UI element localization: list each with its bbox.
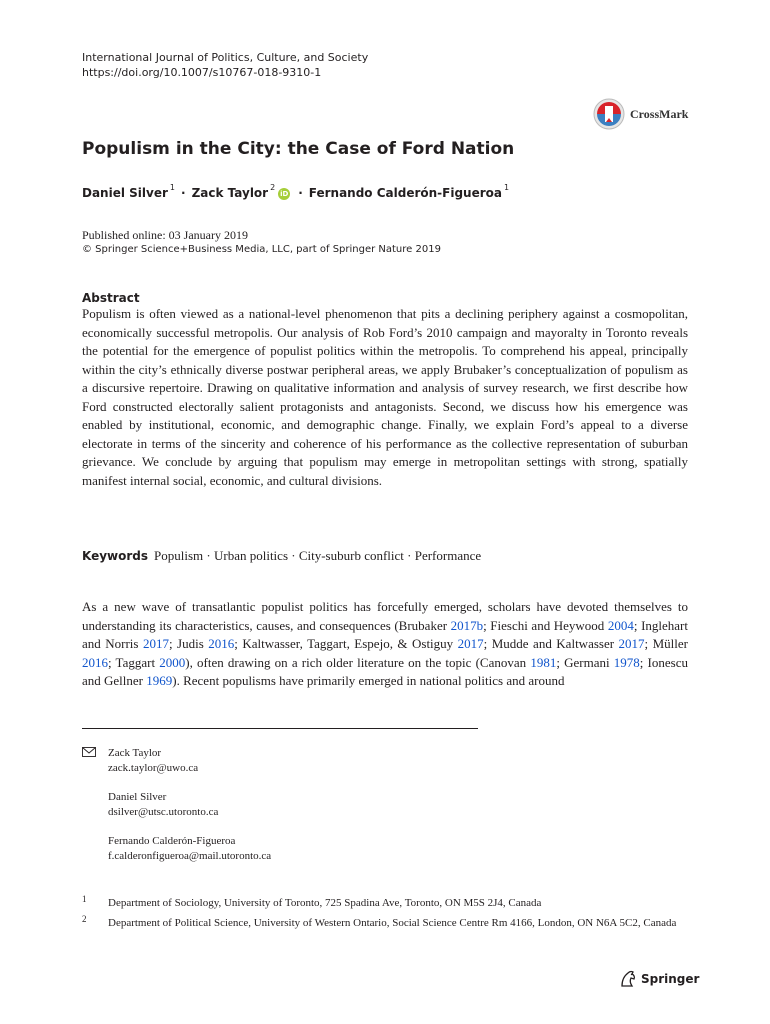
intro-text: ; Taggart	[108, 654, 160, 670]
copyright-line: © Springer Science+Business Media, LLC, part of Springer Nature 2019	[82, 244, 441, 255]
citation-link[interactable]: 2017	[618, 636, 645, 651]
keywords-list: Populism · Urban politics · City-suburb conflict · Performance	[154, 548, 482, 563]
citation-link[interactable]: 2004	[607, 617, 634, 633]
mail-icon	[82, 747, 96, 757]
affiliation-number: 1	[82, 894, 87, 904]
springer-logo	[618, 969, 699, 989]
intro-text: ; Kaltwasser, Taggart, Espejo, & Ostiguy	[234, 636, 458, 651]
intro-text: ), often drawing on a rich older literature on the topic (Canovan	[185, 654, 531, 670]
contact-name: Fernando Calderón-Figueroa	[108, 835, 236, 847]
paper-title: Populism in the City: the Case of Ford Nation	[82, 139, 515, 159]
intro-text: ; Mudde and Kaltwasser	[483, 636, 619, 651]
affiliation-item	[82, 895, 688, 911]
contact-email[interactable]: f.calderonfigueroa@mail.utoronto.ca	[108, 850, 272, 862]
intro-text: ; Fieschi and Heywood	[483, 617, 608, 633]
contact-entry	[108, 746, 271, 776]
abstract-body: Populism is often viewed as a national-level phenomenon that pits a declining periphery against a cosmopolitan, economically successful metropolis. Our analysis of Rob Ford’s 2010 campaign and mayoralty in Toronto reveals the potential for the emergence of populist politics within the metropolis. To comprehend his appeal, principally within the city’s ethnically diverse postwar peripheral areas, we apply Brubaker’s conceptualization of populism as a discursive repertoire. Drawing on qualitative information and analysis of survey research, we first describe how Ford constructed electorally salient protagonists and antagonists. Second, we discuss how his emergence was enabled by institutional, economic, and demographic change. Finally, we explain Ford’s appeal to a diverse electorate in terms of the sincerity and coherence of his performance as the collective representation of suburban grievance. We conclude by arguing that populism may emerge in metropolitan settings with strong, spatially manifest internal social, economic, and cultural divisions.	[82, 306, 688, 488]
published-date: Published online: 03 January 2019	[82, 228, 248, 242]
orcid-icon[interactable]: iD	[280, 190, 289, 198]
contact-entry	[108, 834, 271, 864]
contact-entry	[108, 790, 271, 820]
affiliation-text: Department of Sociology, University of Toronto, 725 Spadina Ave, Toronto, ON M5S 2J4, Canada	[108, 897, 542, 909]
author-list	[82, 183, 510, 200]
crossmark-badge[interactable]	[592, 97, 688, 131]
crossmark-label: CrossMark	[630, 106, 689, 121]
journal-doi[interactable]: https://doi.org/10.1007/s10767-018-9310-1	[82, 66, 322, 79]
affiliation-text: Department of Political Science, University of Western Ontario, Social Science Centre Rm 4166, London, ON N6A 5C2, Canada	[108, 917, 677, 929]
intro-text: ; Inglehart and Norris	[82, 617, 688, 651]
intro-text: ; Germani	[556, 654, 614, 670]
author-name[interactable]: Daniel Silver	[82, 186, 168, 200]
intro-text: ). Recent populisms have primarily emerged in national politics and around	[172, 673, 565, 688]
affiliation-number: 2	[82, 914, 87, 924]
corresponding-contacts	[82, 746, 271, 878]
affiliations	[82, 895, 688, 935]
author-separator: ·	[298, 186, 303, 200]
citation-link[interactable]: 1981	[530, 654, 557, 670]
keywords	[82, 548, 481, 564]
intro-text: As a new wave of transatlantic populist politics has forcefully emerged, scholars have devoted themselves to understanding its characteristics, causes, and consequences (Brubaker	[82, 599, 688, 633]
citation-link[interactable]: 2017	[142, 636, 169, 651]
contact-email[interactable]: dsilver@utsc.utoronto.ca	[108, 806, 219, 818]
contact-name: Zack Taylor	[108, 747, 162, 759]
author-affil-sup: 2	[270, 183, 276, 192]
footnote-divider	[82, 728, 478, 729]
abstract-heading: Abstract	[82, 291, 140, 305]
author-affil-sup: 1	[504, 183, 510, 192]
intro-text: ; Judis	[168, 636, 209, 651]
affiliation-item	[82, 915, 688, 931]
citation-link[interactable]: 2016	[208, 636, 235, 651]
citation-link[interactable]: 2000	[159, 654, 186, 670]
crossmark-icon	[592, 97, 626, 131]
author-affil-sup: 1	[169, 183, 175, 192]
citation-link[interactable]: 1969	[146, 673, 173, 688]
springer-horse-icon	[618, 969, 638, 989]
intro-paragraph	[82, 598, 688, 691]
springer-label: Springer	[641, 972, 700, 986]
keywords-label: Keywords	[82, 549, 149, 563]
citation-link[interactable]: 2017b	[450, 617, 484, 633]
intro-text: ; Ionescu and Gellner	[82, 654, 688, 688]
journal-header	[82, 50, 368, 80]
author-name[interactable]: Fernando Calderón-Figueroa	[308, 186, 503, 200]
citation-link[interactable]: 2017	[457, 636, 484, 651]
journal-name: International Journal of Politics, Culture, and Society	[82, 51, 369, 64]
author-separator: ·	[181, 186, 186, 200]
contact-name: Daniel Silver	[108, 791, 167, 803]
intro-text: ; Müller	[644, 636, 689, 651]
citation-link[interactable]: 2016	[82, 654, 108, 670]
contact-email[interactable]: zack.taylor@uwo.ca	[108, 762, 199, 774]
citation-link[interactable]: 1978	[613, 654, 640, 670]
author-name[interactable]: Zack Taylor	[191, 186, 269, 200]
